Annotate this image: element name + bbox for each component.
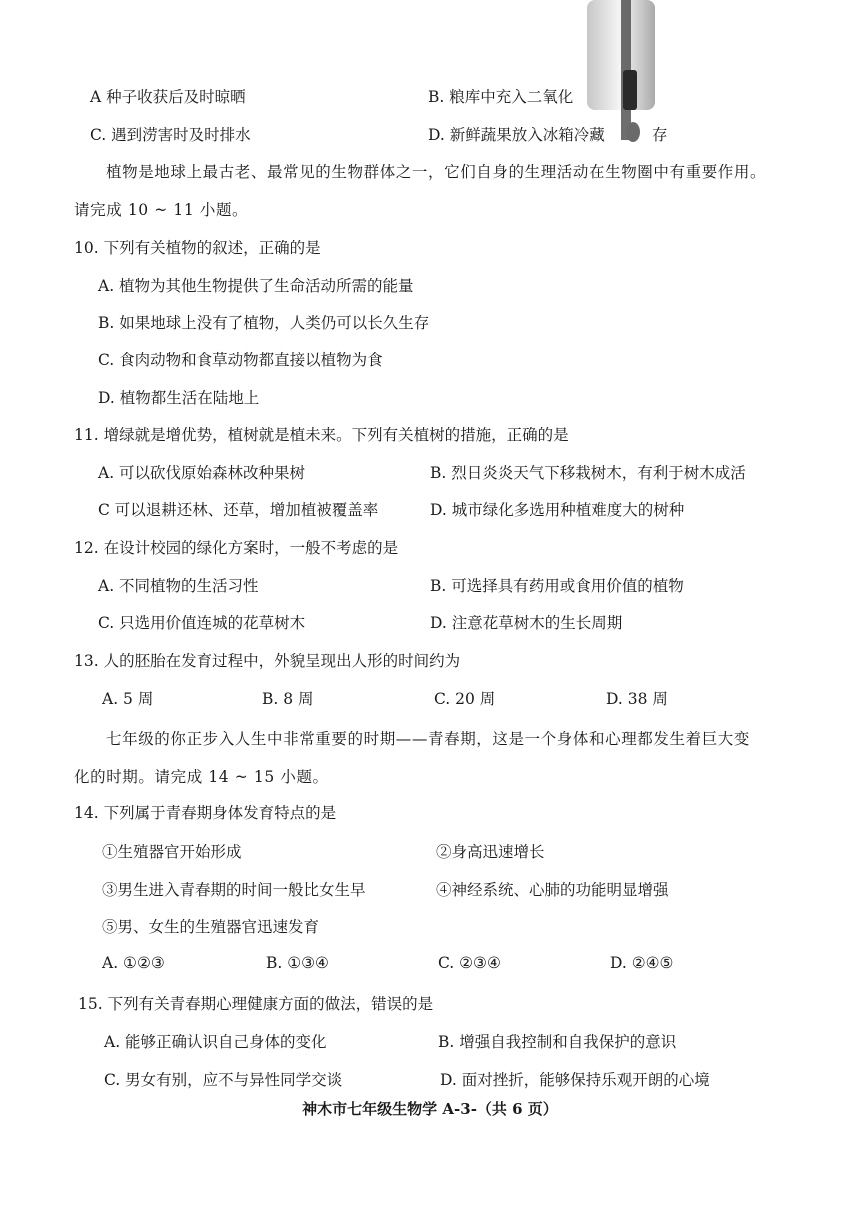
question-14-option-c: C. ②③④: [438, 954, 501, 972]
question-11-option-b: B. 烈日炎炎天气下移栽树木，有利于树木成活: [430, 464, 746, 482]
question-13-option-d: D. 38 周: [606, 690, 668, 708]
question-14-stem: 14. 下列属于青春期身体发育特点的是: [74, 804, 337, 822]
question-12-stem: 12. 在设计校园的绿化方案时，一般不考虑的是: [74, 539, 399, 557]
question-12-option-b: B. 可选择具有药用或食用价值的植物: [430, 577, 684, 595]
question-15-stem: 15. 下列有关青春期心理健康方面的做法，错误的是: [78, 995, 434, 1013]
question-14-item-3: ③男生进入青春期的时间一般比女生早: [102, 881, 366, 899]
question-13-stem: 13. 人的胚胎在发育过程中，外貌呈现出人形的时间约为: [74, 652, 461, 670]
question-10-option-c: C. 食肉动物和食草动物都直接以植物为食: [98, 351, 383, 369]
question-10-stem: 10. 下列有关植物的叙述，正确的是: [74, 239, 321, 257]
question-12-option-c: C. 只选用价值连城的花草树木: [98, 614, 306, 632]
question-13-option-a: A. 5 周: [102, 690, 154, 708]
option-c: C. 遇到涝害时及时排水: [90, 126, 251, 144]
question-15-option-a: A. 能够正确认识自己身体的变化: [104, 1033, 327, 1051]
option-d-tail: 存: [652, 126, 668, 144]
question-15-option-d: D. 面对挫折，能够保持乐观开朗的心境: [440, 1071, 710, 1089]
intro-paragraph-2: 七年级的你正步入人生中非常重要的时期——青春期，这是一个身体和心理都发生着巨大变: [106, 730, 751, 748]
pen-artifact: [583, 0, 659, 150]
question-12-option-d: D. 注意花草树木的生长周期: [430, 614, 623, 632]
question-12-option-a: A. 不同植物的生活习性: [98, 577, 259, 595]
question-10-option-d: D. 植物都生活在陆地上: [98, 389, 260, 407]
page-footer: 神木市七年级生物学 A-3-（共 6 页）: [302, 1100, 558, 1118]
question-14-item-5: ⑤男、女生的生殖器官迅速发育: [102, 918, 320, 936]
intro-paragraph: 植物是地球上最古老、最常见的生物群体之一，它们自身的生理活动在生物圈中有重要作用。: [106, 163, 767, 181]
question-14-option-a: A. ①②③: [102, 954, 165, 972]
option-b: B. 粮库中充入二氧化: [428, 88, 574, 106]
question-11-stem: 11. 增绿就是增优势，植树就是植未来。下列有关植树的措施，正确的是: [74, 426, 569, 444]
question-14-option-d: D. ②④⑤: [610, 954, 674, 972]
question-11-option-c: C 可以退耕还林、还草，增加植被覆盖率: [98, 501, 379, 519]
intro-paragraph-2-cont: 化的时期。请完成 14 ~ 15 小题。: [74, 768, 329, 786]
question-14-option-b: B. ①③④: [266, 954, 329, 972]
question-14-item-4: ④神经系统、心肺的功能明显增强: [436, 881, 669, 899]
question-15-option-b: B. 增强自我控制和自我保护的意识: [438, 1033, 677, 1051]
question-10-option-a: A. 植物为其他生物提供了生命活动所需的能量: [98, 277, 414, 295]
question-15-option-c: C. 男女有别，应不与异性同学交谈: [104, 1071, 343, 1089]
question-13-option-c: C. 20 周: [434, 690, 496, 708]
question-13-option-b: B. 8 周: [262, 690, 314, 708]
question-14-item-1: ①生殖器官开始形成: [102, 843, 242, 861]
question-11-option-d: D. 城市绿化多选用种植难度大的树种: [430, 501, 685, 519]
question-10-option-b: B. 如果地球上没有了植物，人类仍可以长久生存: [98, 314, 430, 332]
option-a: A 种子收获后及时晾晒: [90, 88, 246, 106]
intro-paragraph-cont: 请完成 10 ~ 11 小题。: [74, 201, 249, 219]
question-14-item-2: ②身高迅速增长: [436, 843, 545, 861]
option-d: D. 新鲜蔬果放入冰箱冷藏: [428, 126, 605, 144]
question-11-option-a: A. 可以砍伐原始森林改种果树: [98, 464, 306, 482]
